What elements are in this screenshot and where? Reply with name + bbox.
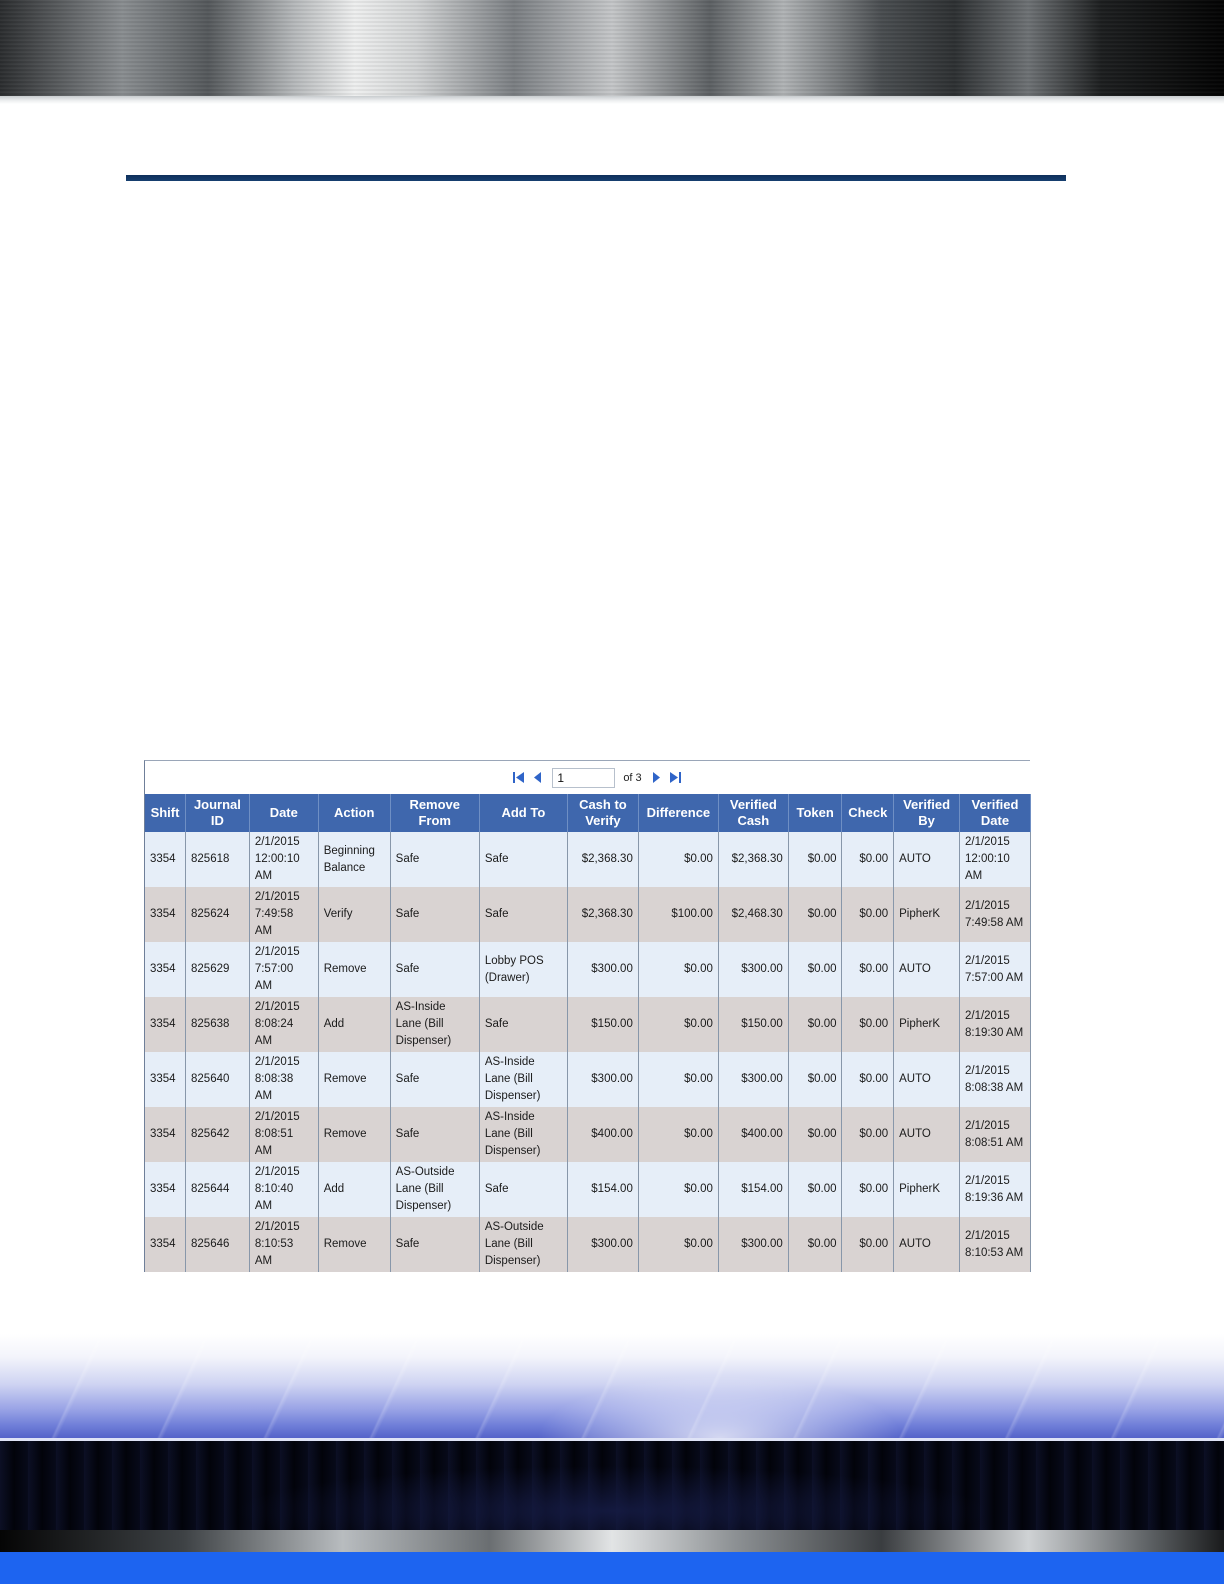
difference-cell: $0.00 bbox=[638, 1217, 718, 1272]
difference-cell: $0.00 bbox=[638, 997, 718, 1052]
action-cell: Add bbox=[318, 1162, 390, 1217]
date-cell: 2/1/2015 8:08:38 AM bbox=[249, 1052, 318, 1107]
column-header[interactable]: Verified Date bbox=[959, 794, 1030, 832]
date-cell: 2/1/2015 7:49:58 AM bbox=[249, 887, 318, 942]
verified-date-cell: 2/1/2015 12:00:10 AM bbox=[959, 832, 1030, 887]
column-header[interactable]: Verified By bbox=[894, 794, 960, 832]
pager-toolbar bbox=[145, 761, 1030, 794]
add-to-cell: Safe bbox=[479, 832, 567, 887]
add-to-cell: AS-Inside Lane (Bill Dispenser) bbox=[479, 1107, 567, 1162]
date-cell: 2/1/2015 8:10:53 AM bbox=[249, 1217, 318, 1272]
verified-by-cell: PipherK bbox=[894, 1162, 960, 1217]
footer-dark-band bbox=[0, 1441, 1224, 1530]
check-cell: $0.00 bbox=[842, 832, 894, 887]
shift-cell: 3354 bbox=[145, 1217, 186, 1272]
date-cell: 2/1/2015 12:00:10 AM bbox=[249, 832, 318, 887]
add-to-cell: Safe bbox=[479, 887, 567, 942]
action-cell: Remove bbox=[318, 1217, 390, 1272]
token-cell: $0.00 bbox=[788, 942, 842, 997]
shift-cell: 3354 bbox=[145, 997, 186, 1052]
journal-id-cell: 825624 bbox=[186, 887, 250, 942]
token-cell: $0.00 bbox=[788, 997, 842, 1052]
add-to-cell: Safe bbox=[479, 997, 567, 1052]
verified-cash-cell: $300.00 bbox=[718, 1217, 788, 1272]
table-row[interactable] bbox=[145, 1217, 1031, 1272]
page-number-input[interactable] bbox=[552, 768, 615, 788]
action-cell: Remove bbox=[318, 1107, 390, 1162]
column-header[interactable]: Action bbox=[318, 794, 390, 832]
action-cell: Remove bbox=[318, 942, 390, 997]
token-cell: $0.00 bbox=[788, 1107, 842, 1162]
journal-id-cell: 825642 bbox=[186, 1107, 250, 1162]
remove-from-cell: AS-Inside Lane (Bill Dispenser) bbox=[390, 997, 479, 1052]
journal-id-cell: 825646 bbox=[186, 1217, 250, 1272]
verified-date-cell: 2/1/2015 8:08:38 AM bbox=[959, 1052, 1030, 1107]
page-count-label: of 3 bbox=[623, 771, 642, 784]
column-header[interactable]: Check bbox=[842, 794, 894, 832]
cash-to-verify-cell: $300.00 bbox=[567, 942, 638, 997]
verified-date-cell: 2/1/2015 7:49:58 AM bbox=[959, 887, 1030, 942]
check-cell: $0.00 bbox=[842, 1217, 894, 1272]
column-header[interactable]: Cash to Verify bbox=[567, 794, 638, 832]
column-header[interactable]: Token bbox=[788, 794, 842, 832]
table-row[interactable] bbox=[145, 887, 1031, 942]
token-cell: $0.00 bbox=[788, 887, 842, 942]
shift-cell: 3354 bbox=[145, 832, 186, 887]
difference-cell: $0.00 bbox=[638, 942, 718, 997]
footer-rays bbox=[0, 1334, 1224, 1438]
footer-blue-band bbox=[0, 1552, 1224, 1584]
cash-to-verify-cell: $2,368.30 bbox=[567, 887, 638, 942]
remove-from-cell: Safe bbox=[390, 1217, 479, 1272]
date-cell: 2/1/2015 7:57:00 AM bbox=[249, 942, 318, 997]
check-cell: $0.00 bbox=[842, 1162, 894, 1217]
token-cell: $0.00 bbox=[788, 1052, 842, 1107]
top-banner-edge bbox=[0, 96, 1224, 104]
verified-date-cell: 2/1/2015 7:57:00 AM bbox=[959, 942, 1030, 997]
verified-by-cell: PipherK bbox=[894, 997, 960, 1052]
journal-id-cell: 825640 bbox=[186, 1052, 250, 1107]
shift-cell: 3354 bbox=[145, 887, 186, 942]
add-to-cell: Lobby POS (Drawer) bbox=[479, 942, 567, 997]
add-to-cell: AS-Inside Lane (Bill Dispenser) bbox=[479, 1052, 567, 1107]
difference-cell: $0.00 bbox=[638, 1107, 718, 1162]
add-to-cell: AS-Outside Lane (Bill Dispenser) bbox=[479, 1217, 567, 1272]
difference-cell: $100.00 bbox=[638, 887, 718, 942]
title-rule bbox=[126, 175, 1066, 181]
verified-by-cell: AUTO bbox=[894, 832, 960, 887]
verified-date-cell: 2/1/2015 8:08:51 AM bbox=[959, 1107, 1030, 1162]
shift-cell: 3354 bbox=[145, 1107, 186, 1162]
column-header[interactable]: Add To bbox=[479, 794, 567, 832]
verified-date-cell: 2/1/2015 8:10:53 AM bbox=[959, 1217, 1030, 1272]
top-banner bbox=[0, 0, 1224, 96]
verified-cash-cell: $150.00 bbox=[718, 997, 788, 1052]
verified-by-cell: AUTO bbox=[894, 1107, 960, 1162]
footer-metal-band bbox=[0, 1530, 1224, 1552]
shift-cell: 3354 bbox=[145, 1162, 186, 1217]
difference-cell: $0.00 bbox=[638, 1162, 718, 1217]
verified-by-cell: AUTO bbox=[894, 1217, 960, 1272]
verified-cash-cell: $2,468.30 bbox=[718, 887, 788, 942]
difference-cell: $0.00 bbox=[638, 1052, 718, 1107]
remove-from-cell: Safe bbox=[390, 1107, 479, 1162]
date-cell: 2/1/2015 8:08:51 AM bbox=[249, 1107, 318, 1162]
table-body bbox=[145, 832, 1031, 1272]
next-page-icon[interactable] bbox=[649, 770, 664, 785]
check-cell: $0.00 bbox=[842, 887, 894, 942]
cash-to-verify-cell: $154.00 bbox=[567, 1162, 638, 1217]
remove-from-cell: Safe bbox=[390, 942, 479, 997]
verified-by-cell: PipherK bbox=[894, 887, 960, 942]
cash-to-verify-cell: $150.00 bbox=[567, 997, 638, 1052]
shift-cell: 3354 bbox=[145, 1052, 186, 1107]
remove-from-cell: Safe bbox=[390, 887, 479, 942]
verified-cash-cell: $154.00 bbox=[718, 1162, 788, 1217]
verified-cash-cell: $300.00 bbox=[718, 1052, 788, 1107]
table-row[interactable] bbox=[145, 942, 1031, 997]
journal-report bbox=[144, 760, 1030, 1272]
journal-id-cell: 825644 bbox=[186, 1162, 250, 1217]
date-cell: 2/1/2015 8:08:24 AM bbox=[249, 997, 318, 1052]
verified-cash-cell: $300.00 bbox=[718, 942, 788, 997]
table-row[interactable] bbox=[145, 1162, 1031, 1217]
table-row[interactable] bbox=[145, 832, 1031, 887]
date-cell: 2/1/2015 8:10:40 AM bbox=[249, 1162, 318, 1217]
column-header[interactable]: Remove From bbox=[390, 794, 479, 832]
journal-id-cell: 825638 bbox=[186, 997, 250, 1052]
verified-date-cell: 2/1/2015 8:19:36 AM bbox=[959, 1162, 1030, 1217]
verified-by-cell: AUTO bbox=[894, 942, 960, 997]
previous-page-icon[interactable] bbox=[531, 770, 546, 785]
cash-to-verify-cell: $300.00 bbox=[567, 1217, 638, 1272]
column-header[interactable]: Shift bbox=[145, 794, 186, 832]
token-cell: $0.00 bbox=[788, 1162, 842, 1217]
cash-to-verify-cell: $2,368.30 bbox=[567, 832, 638, 887]
action-cell: Add bbox=[318, 997, 390, 1052]
cash-to-verify-cell: $300.00 bbox=[567, 1052, 638, 1107]
column-header[interactable]: Date bbox=[249, 794, 318, 832]
verified-date-cell: 2/1/2015 8:19:30 AM bbox=[959, 997, 1030, 1052]
table-header-row bbox=[145, 794, 1031, 832]
last-page-icon[interactable] bbox=[668, 770, 683, 785]
table-row[interactable] bbox=[145, 997, 1031, 1052]
table-row[interactable] bbox=[145, 1107, 1031, 1162]
check-cell: $0.00 bbox=[842, 1052, 894, 1107]
verified-cash-cell: $400.00 bbox=[718, 1107, 788, 1162]
cash-to-verify-cell: $400.00 bbox=[567, 1107, 638, 1162]
check-cell: $0.00 bbox=[842, 942, 894, 997]
journal-id-cell: 825629 bbox=[186, 942, 250, 997]
token-cell: $0.00 bbox=[788, 832, 842, 887]
journal-table bbox=[145, 794, 1031, 1272]
check-cell: $0.00 bbox=[842, 997, 894, 1052]
table-row[interactable] bbox=[145, 1052, 1031, 1107]
column-header[interactable]: Verified Cash bbox=[718, 794, 788, 832]
first-page-icon[interactable] bbox=[512, 770, 527, 785]
verified-cash-cell: $2,368.30 bbox=[718, 832, 788, 887]
column-header[interactable]: Difference bbox=[638, 794, 718, 832]
remove-from-cell: Safe bbox=[390, 1052, 479, 1107]
difference-cell: $0.00 bbox=[638, 832, 718, 887]
journal-id-cell: 825618 bbox=[186, 832, 250, 887]
add-to-cell: Safe bbox=[479, 1162, 567, 1217]
action-cell: Beginning Balance bbox=[318, 832, 390, 887]
verified-by-cell: AUTO bbox=[894, 1052, 960, 1107]
check-cell: $0.00 bbox=[842, 1107, 894, 1162]
action-cell: Remove bbox=[318, 1052, 390, 1107]
action-cell: Verify bbox=[318, 887, 390, 942]
remove-from-cell: AS-Outside Lane (Bill Dispenser) bbox=[390, 1162, 479, 1217]
shift-cell: 3354 bbox=[145, 942, 186, 997]
remove-from-cell: Safe bbox=[390, 832, 479, 887]
column-header[interactable]: Journal ID bbox=[186, 794, 250, 832]
token-cell: $0.00 bbox=[788, 1217, 842, 1272]
